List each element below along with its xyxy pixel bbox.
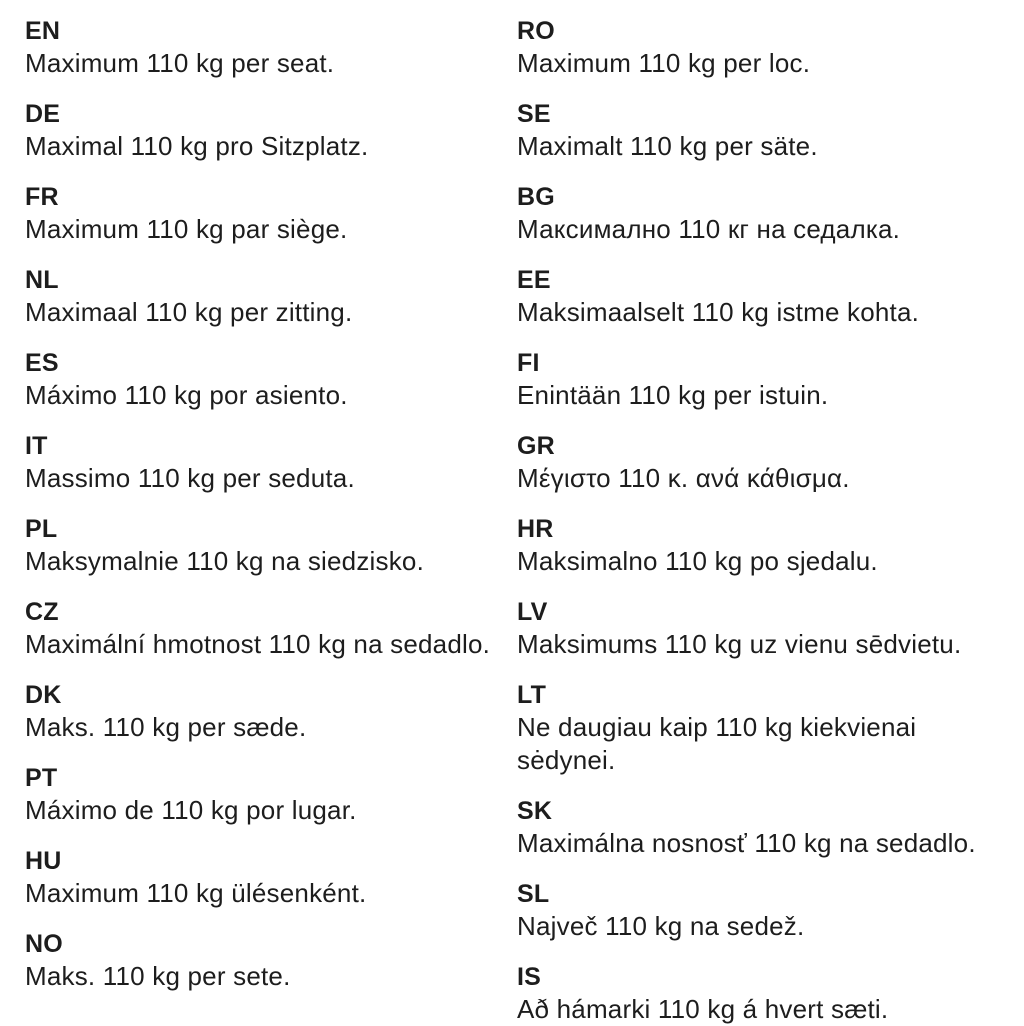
language-code: PL: [25, 515, 58, 543]
language-entry: [25, 763, 517, 827]
translation-text: Maximálna nosnosť 110 kg na sedadlo.: [517, 828, 976, 858]
translations-column-left: [25, 16, 517, 1024]
translation-text: Maksimaalselt 110 kg istme kohta.: [517, 297, 920, 327]
language-code: HR: [517, 515, 554, 543]
language-entry: [25, 99, 517, 163]
language-entry: [25, 431, 517, 495]
language-code: LT: [517, 681, 547, 709]
translation-text: Maximaal 110 kg per zitting.: [25, 297, 353, 327]
translation-text: Največ 110 kg na sedež.: [517, 911, 805, 941]
language-code: EN: [25, 17, 61, 45]
language-entry: [25, 348, 517, 412]
language-entry: [25, 846, 517, 910]
language-code: ES: [25, 349, 59, 377]
translation-text: Maximum 110 kg per seat.: [25, 48, 335, 78]
language-code: PT: [25, 764, 58, 792]
language-entry: [517, 182, 1009, 246]
language-entry: [25, 680, 517, 744]
language-entry: [25, 597, 517, 661]
language-code: FI: [517, 349, 540, 377]
language-code: NL: [25, 266, 59, 294]
translation-text: Máximo de 110 kg por lugar.: [25, 795, 357, 825]
translation-text: Maximal 110 kg pro Sitzplatz.: [25, 131, 369, 161]
translations-column-right: [517, 16, 1009, 1024]
language-code: NO: [25, 930, 63, 958]
translation-text: Að hámarki 110 kg á hvert sæti.: [517, 994, 889, 1024]
language-code: BG: [517, 183, 555, 211]
translation-text: Ne daugiau kaip 110 kg kiekvienai sėdynei.: [517, 712, 917, 775]
language-entry: [25, 929, 517, 993]
translation-text: Максимално 110 кг на седалка.: [517, 214, 901, 244]
language-entry: [517, 879, 1009, 943]
translation-text: Maksymalnie 110 kg na siedzisko.: [25, 546, 424, 576]
translation-text: Máximo 110 kg por asiento.: [25, 380, 348, 410]
language-code: IS: [517, 963, 542, 991]
language-entry: [517, 16, 1009, 80]
language-code: SK: [517, 797, 553, 825]
translation-text: Maximum 110 kg par siège.: [25, 214, 348, 244]
language-entry: [517, 962, 1009, 1026]
language-code: RO: [517, 17, 555, 45]
translation-text: Maksimums 110 kg uz vienu sēdvietu.: [517, 629, 962, 659]
language-entry: [517, 431, 1009, 495]
language-code: FR: [25, 183, 59, 211]
language-entry: [25, 265, 517, 329]
language-code: EE: [517, 266, 551, 294]
language-entry: [517, 348, 1009, 412]
language-entry: [25, 16, 517, 80]
translation-text: Maks. 110 kg per sete.: [25, 961, 291, 991]
translation-text: Maks. 110 kg per sæde.: [25, 712, 307, 742]
translation-text: Maximální hmotnost 110 kg na sedadlo.: [25, 629, 491, 659]
translation-text: Maximalt 110 kg per säte.: [517, 131, 818, 161]
language-code: SE: [517, 100, 551, 128]
translation-text: Maksimalno 110 kg po sjedalu.: [517, 546, 878, 576]
language-entry: [517, 680, 1009, 777]
language-entry: [517, 99, 1009, 163]
translation-text: Massimo 110 kg per seduta.: [25, 463, 355, 493]
language-code: SL: [517, 880, 550, 908]
language-code: GR: [517, 432, 555, 460]
language-entry: [25, 514, 517, 578]
language-entry: [517, 514, 1009, 578]
language-code: LV: [517, 598, 548, 626]
language-code: IT: [25, 432, 48, 460]
language-entry: [517, 265, 1009, 329]
language-code: HU: [25, 847, 62, 875]
translation-text: Μέγιστο 110 κ. ανά κάθισμα.: [517, 463, 850, 493]
translation-text: Maximum 110 kg ülésenként.: [25, 878, 367, 908]
language-entry: [25, 182, 517, 246]
language-entry: [517, 597, 1009, 661]
language-code: CZ: [25, 598, 59, 626]
language-code: DE: [25, 100, 61, 128]
translation-text: Enintään 110 kg per istuin.: [517, 380, 829, 410]
translation-text: Maximum 110 kg per loc.: [517, 48, 811, 78]
language-entry: [517, 796, 1009, 860]
language-code: DK: [25, 681, 62, 709]
